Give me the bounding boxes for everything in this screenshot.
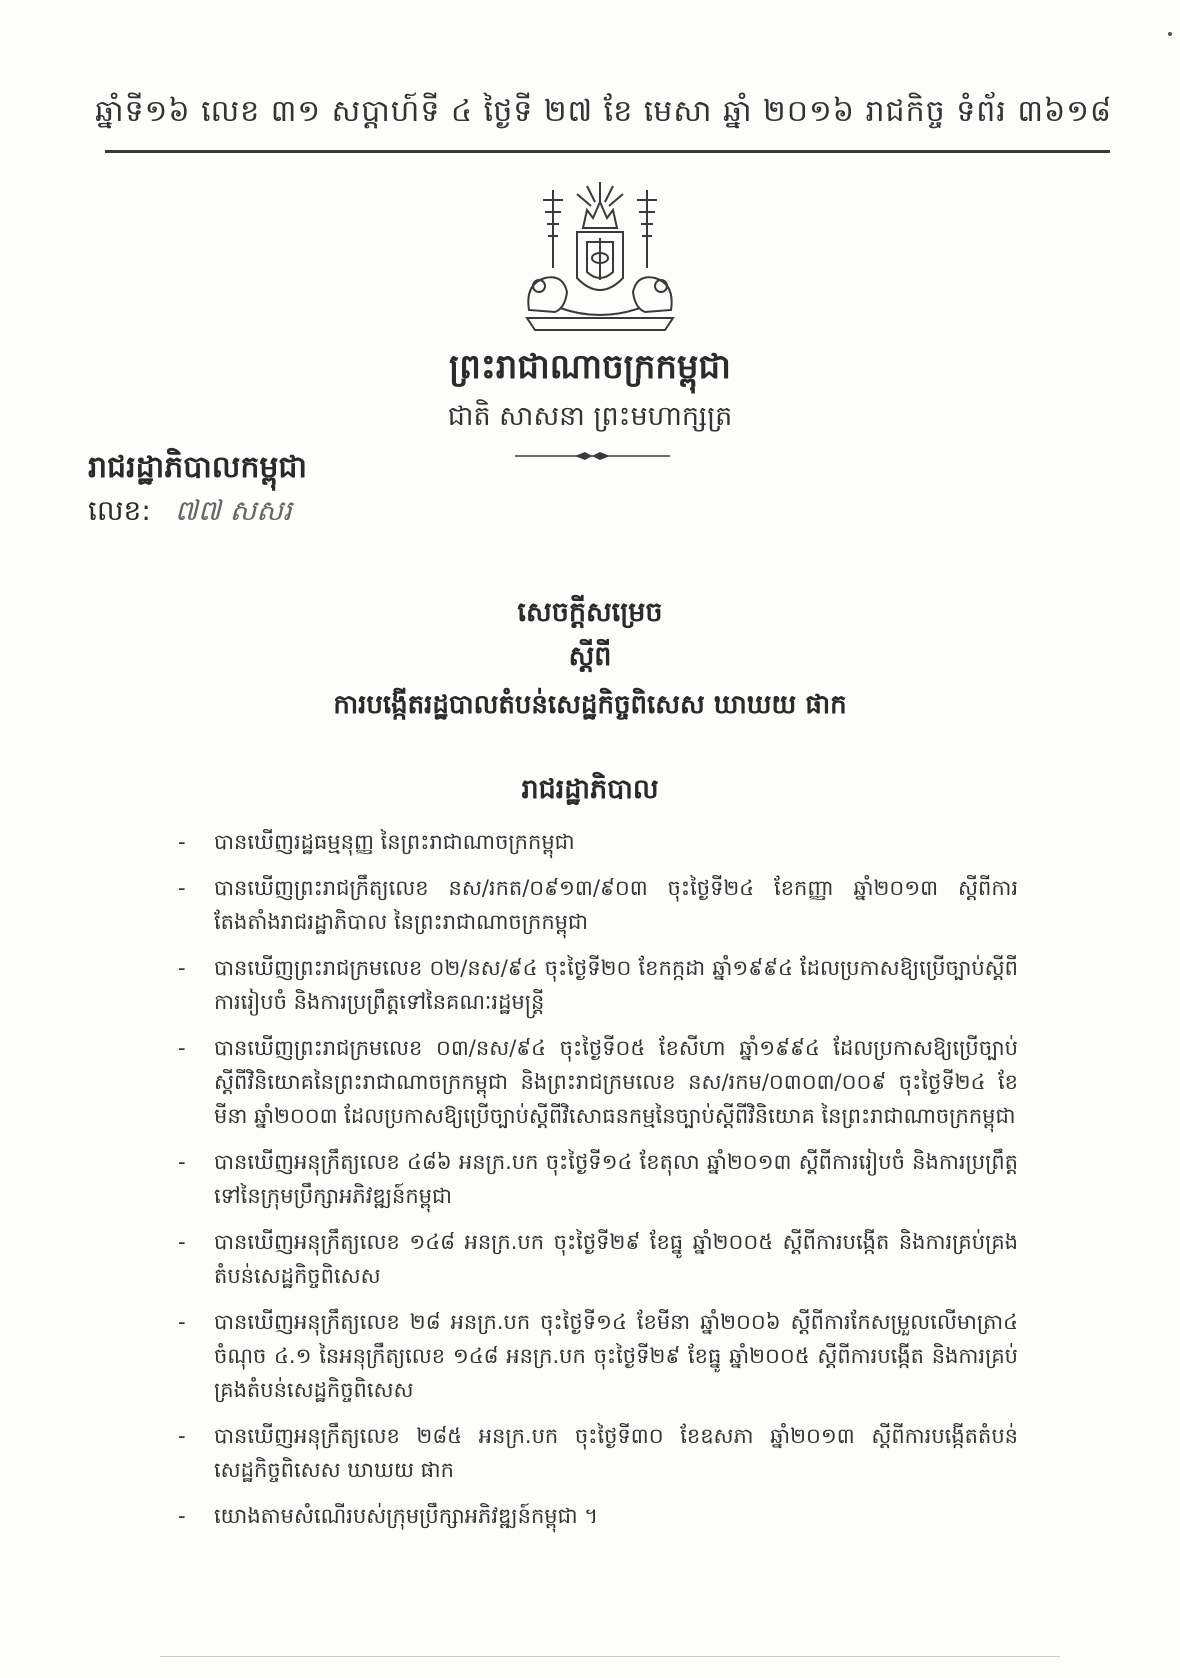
recital-item [178,1499,1018,1533]
recital-item [178,1145,1018,1213]
recital-bullet: - [178,1150,186,1174]
document-number-label: លេខ: [88,494,151,527]
recital-item [178,1419,1018,1487]
document-number-value: ៧៧ សសរ [174,494,292,527]
recital-item [178,1225,1018,1293]
royal-coat-of-arms-icon [515,180,685,335]
issuer-name: រាជរដ្ឋាភិបាលកម្ពុជា [88,450,307,485]
recitals-list [178,825,1018,1545]
footer-rule [160,1656,1060,1657]
recital-text: បានឃើញអនុក្រឹត្យលេខ ១៤៨ អនក្រ.បក ចុះថ្ងៃទី២៩ ខែធ្នូ ឆ្នាំ២០០៥ ស្តីពីការបង្កើត និងការគ្រប់គ្រងតំបន់សេដ្ឋកិច្ចពិសេស [214,1230,1018,1288]
recital-item [178,825,1018,859]
recital-bullet: - [178,1230,186,1254]
recital-bullet: - [178,1424,186,1448]
document-number [88,493,292,534]
body-heading: រាជរដ្ឋាភិបាល [521,774,659,805]
recital-text: បានឃើញអនុក្រឹត្យលេខ ២៨ អនក្រ.បក ចុះថ្ងៃទី១៤ ខែមីនា ឆ្នាំ២០០៦ ស្តីពីការកែសម្រួលលើមាត្រា៤ ចំណុច ៤.១ នៃអនុក្រឹត្យលេខ ១៤៨ អនក្រ.បក ចុះថ្ងៃទី២៩ ខែធ្នូ ឆ្នាំ២០០៥ ស្តីពីការបង្កើត និងការគ្រប់គ្រងតំបន់សេដ្ឋកិច្ចពិសេស [214,1310,1018,1402]
recital-bullet: - [178,876,186,900]
recital-text: យោងតាមសំណើរបស់ក្រុមប្រឹក្សាអភិវឌ្ឍន៍កម្ពុជា ។ [214,1504,599,1528]
decision-about: ស្តីពី [568,641,612,672]
recital-bullet: - [178,1310,186,1334]
decision-type: សេចក្តីសម្រេច [517,597,663,628]
kingdom-motto: ជាតិ សាសនា ព្រះមហាក្សត្រ [447,401,733,432]
decision-subject: ការបង្កើតរដ្ឋបាលតំបន់សេដ្ឋកិច្ចពិសេស ឃាឃយ ផាក [333,690,847,720]
gazette-header: ឆ្នាំទី១៦ លេខ ៣១ សប្តាហ៍ទី ៤ ថ្ងៃទី ២៧ ខែ មេសា ឆ្នាំ ២០១៦ រាជកិច្ច ទំព័រ ៣៦១៨ [95,94,1113,129]
recital-bullet: - [178,1504,186,1528]
recital-bullet: - [178,956,186,980]
recital-text: បានឃើញព្រះរាជក្រមលេខ ០៣/នស/៩៤ ចុះថ្ងៃទី០៥ ខែសីហា ឆ្នាំ១៩៩៤ ដែលប្រកាសឱ្យប្រើច្បាប់ស្តីពីវិនិយោគនៃព្រះរាជាណាចក្រកម្ពុជា និងព្រះរាជក្រមលេខ នស/រកម/០៣០៣/០០៩ ចុះថ្ងៃទី២៤ ខែមីនា ឆ្នាំ២០០៣ ដែលប្រកាសឱ្យប្រើច្បាប់ស្តីពីវិសោធនកម្មនៃច្បាប់ស្តីពីវិនិយោគ នៃព្រះរាជាណាចក្រកម្ពុជា [214,1036,1018,1128]
ornament-divider [515,451,670,461]
kingdom-title: ព្រះរាជាណាចក្រកម្ពុជា [449,347,731,387]
recital-text: បានឃើញរដ្ឋធម្មនុញ្ញ នៃព្រះរាជាណាចក្រកម្ពុជា [214,830,575,854]
scan-speck [1168,32,1172,36]
recital-text: បានឃើញព្រះរាជក្រមលេខ ០២/នស/៩៤ ចុះថ្ងៃទី២០ ខែកក្កដា ឆ្នាំ១៩៩៤ ដែលប្រកាសឱ្យប្រើច្បាប់ស្តីពីការរៀបចំ និងការប្រព្រឹត្តទៅនៃគណៈរដ្ឋមន្ត្រី [214,956,1018,1014]
recital-bullet: - [178,1036,186,1060]
recital-item [178,951,1018,1019]
header-rule [105,150,1110,153]
recital-item [178,871,1018,939]
recital-item [178,1031,1018,1133]
recital-text: បានឃើញអនុក្រឹត្យលេខ ២៨៥ អនក្រ.បក ចុះថ្ងៃទី៣០ ខែឧសភា ឆ្នាំ២០១៣ ស្តីពីការបង្កើតតំបន់សេដ្ឋកិច្ចពិសេស ឃាឃយ ផាក [214,1424,1018,1482]
recital-item [178,1305,1018,1407]
recital-bullet: - [178,830,186,854]
recital-text: បានឃើញព្រះរាជក្រឹត្យលេខ នស/រកត/០៩១៣/៩០៣ ចុះថ្ងៃទី២៤ ខែកញ្ញា ឆ្នាំ២០១៣ ស្តីពីការតែងតាំងរាជរដ្ឋាភិបាល នៃព្រះរាជាណាចក្រកម្ពុជា [214,876,1018,934]
recital-text: បានឃើញអនុក្រឹត្យលេខ ៤៨៦ អនក្រ.បក ចុះថ្ងៃទី១៤ ខែតុលា ឆ្នាំ២០១៣ ស្តីពីការរៀបចំ និងការប្រព្រឹត្តទៅនៃក្រុមប្រឹក្សាអភិវឌ្ឍន៍កម្ពុជា [214,1150,1018,1208]
